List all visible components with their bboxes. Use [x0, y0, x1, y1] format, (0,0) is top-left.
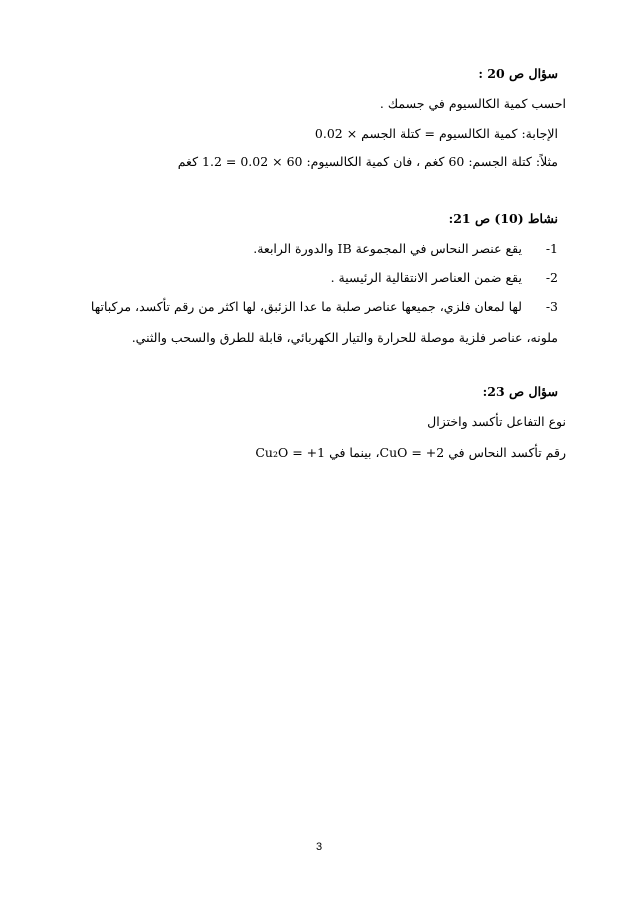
q23-line-2: رقم تأكسد النحاس في CuO = +2، بينما في Cu₂O = +1 [255, 445, 566, 460]
activity-item-number: 1- [545, 241, 558, 256]
q20-example: مثلاً: كتلة الجسم: 60 كغم ، فان كمية الكالسيوم: 60 × 0.02 = 1.2 كغم [177, 154, 558, 169]
activity-heading: نشاط (10) ص 21: [448, 211, 558, 226]
q20-question: احسب كمية الكالسيوم في جسمك . [379, 96, 566, 111]
activity-item-3 [60, 299, 558, 314]
page-number: 3 [315, 841, 323, 853]
q20-heading: سؤال ص 20 : [478, 66, 558, 81]
q23-heading: سؤال ص 23: [482, 384, 558, 399]
activity-item-number: 3- [545, 299, 558, 314]
activity-item-1 [60, 241, 558, 256]
q20-answer: الإجابة: كمية الكالسيوم = كتلة الجسم × 0.02 [314, 126, 558, 141]
activity-item-text: لها لمعان فلزي، جميعها عناصر صلبة ما عدا الزئبق، لها اكثر من رقم تأكسد، مركباتها [90, 299, 522, 314]
activity-item-2 [60, 270, 558, 285]
activity-item-number: 2- [545, 270, 558, 285]
activity-item-text: يقع ضمن العناصر الانتقالية الرئيسية . [330, 270, 522, 285]
activity-continuation: ملونه، عناصر فلزية موصلة للحرارة والتيار الكهربائي، قابلة للطرق والسحب والثني. [131, 330, 558, 345]
q23-line-1: نوع التفاعل تأكسد واختزال [427, 414, 566, 429]
activity-item-text: يقع عنصر النحاس في المجموعة IB والدورة الرابعة. [253, 241, 522, 256]
